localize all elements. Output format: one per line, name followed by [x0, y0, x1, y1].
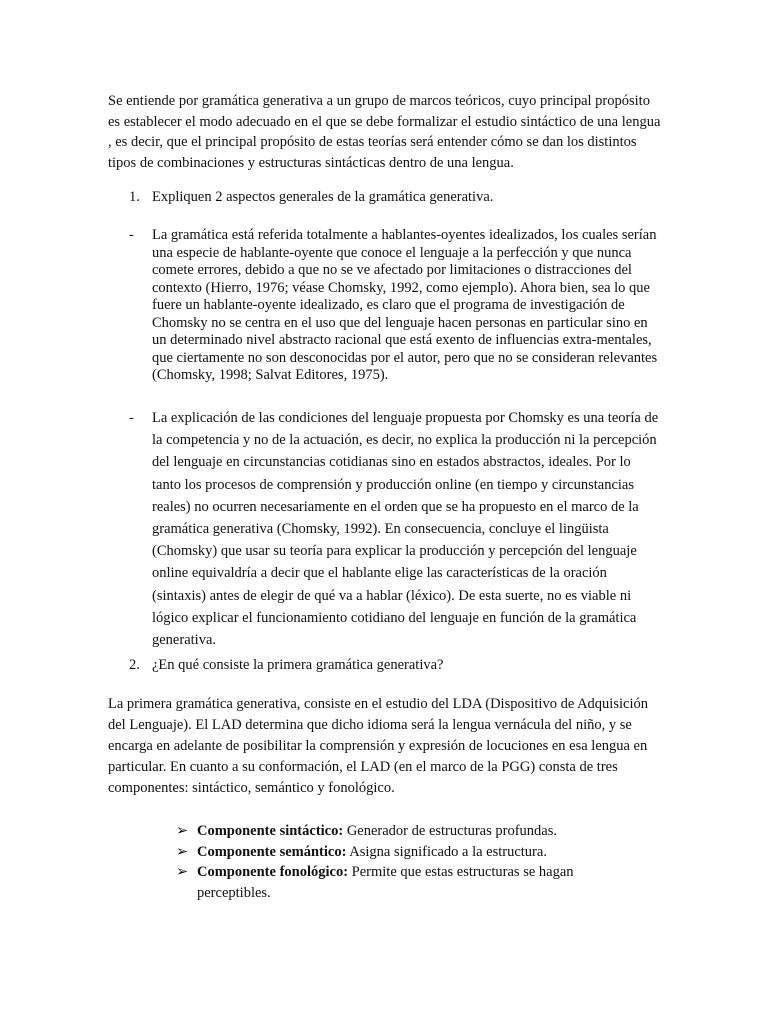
- component-desc: Asigna significado a la estructura.: [346, 843, 547, 860]
- component-item-syntactic: [176, 821, 596, 842]
- component-item-semantic: [176, 842, 596, 863]
- question-1: [129, 187, 493, 207]
- answer-1-item-1-text: La gramática está referida totalmente a hablantes-oyentes idealizados, los cuales serían una especie de hablante-oyente que conoce el lenguaje a la perfección y que nunca comete errores, debido a que no se ve afectado por limitaciones o distracciones del contexto (Hierro, 1976; véase Chomsky, 1992, como ejemplo). Ahora bien, sea lo que fuere un hablante-oyente idealizado, es claro que el programa de investigación de Chomsky no se centra en el uso que del lenguaje hacen personas en particular sino en un determinado nivel abstracto racional que está exento de influencias extra-mentales, que ciertamente no son desconocidas por el autor, pero que no se consideran relevantes (Chomsky, 1998; Salvat Editores, 1975).: [152, 227, 658, 383]
- component-term: Componente sintáctico:: [197, 823, 344, 839]
- component-item-phonological: [176, 862, 596, 903]
- component-desc: Permite que estas estructuras se hagan perceptibles.: [197, 864, 574, 901]
- component-term: Componente semántico:: [197, 843, 347, 860]
- answer-1-item-2-text: La explicación de las condiciones del lenguaje propuesta por Chomsky es una teoría de la competencia y no de la actuación, es decir, no explica la producción ni la percepción del lenguaje en circunstancias cotidianas sino en estados abstractos, ideales. Por lo tanto los procesos de comprensión y producción online (en tiempo y circunstancias reales) no ocurren necesariamente en el orden que se ha propuesto en el marco de la gramática generativa (Chomsky, 1992). En consecuencia, concluye el lingüista (Chomsky) que usar su teoría para explicar la producción y percepción del lenguaje online equivaldría a decir que el hablante elige las características de la oración (sintaxis) antes de elegir de qué va a hablar (léxico). De esta suerte, no es viable ni lógico explicar el funcionamiento cotidiano del lenguaje en función de la gramática generativa.: [152, 410, 659, 649]
- dash-marker: -: [129, 410, 134, 426]
- dash-marker: -: [129, 227, 134, 243]
- question-2-text: ¿En qué consiste la primera gramática generativa?: [152, 657, 444, 673]
- question-2: [129, 655, 443, 675]
- component-desc: Generador de estructuras profundas.: [343, 823, 557, 839]
- intro-paragraph: Se entiende por gramática generativa a un grupo de marcos teóricos, cuyo principal propósito es establecer el modo adecuado en el que se debe formalizar el estudio sintáctico de una lengua , es decir, que el principal propósito de estas teorías será entender cómo se dan los distintos tipos de combinaciones y estructuras sintácticas dentro de una lengua.: [108, 93, 661, 171]
- arrow-bullet-icon: ➢: [176, 864, 189, 880]
- question-1-text: Expliquen 2 aspectos generales de la gramática generativa.: [152, 189, 494, 205]
- answer-1-item-1: [129, 227, 659, 385]
- arrow-bullet-icon: ➢: [176, 843, 189, 860]
- answer-1-item-2: [129, 407, 659, 651]
- components-list: [176, 821, 596, 903]
- arrow-bullet-icon: ➢: [176, 823, 189, 839]
- question-2-number: 2.: [129, 657, 140, 673]
- component-term: Componente fonológico:: [197, 864, 349, 880]
- answer-2-paragraph: La primera gramática generativa, consiste en el estudio del LDA (Dispositivo de Adquisición del Lenguaje). El LAD determina que dicho idioma será la lengua vernácula del niño, y se encarga en adelante de posibilitar la comprensión y expresión de locuciones en esa lengua en particular. En cuanto a su conformación, el LAD (en el marco de la PGG) consta de tres componentes: sintáctico, semántico y fonológico.: [108, 696, 648, 796]
- question-1-number: 1.: [129, 189, 140, 205]
